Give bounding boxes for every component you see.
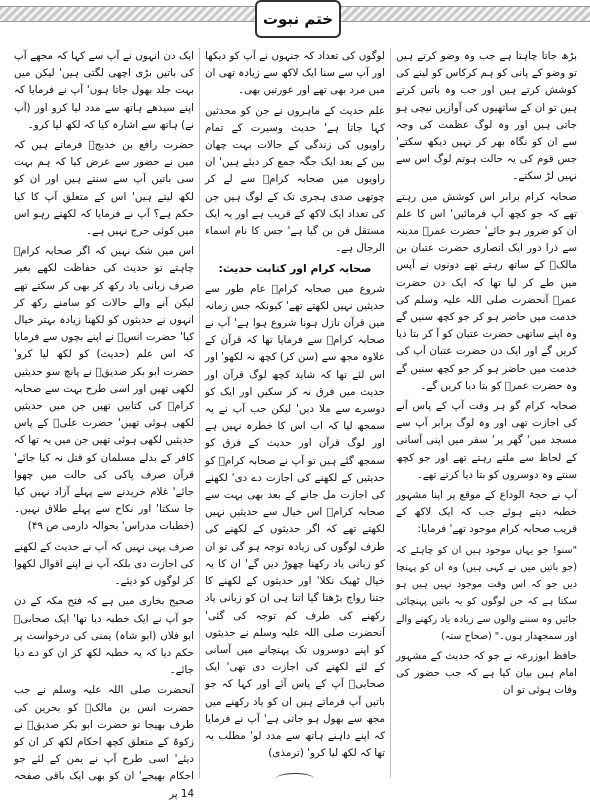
paragraph: ایک دن انہوں نے آپ سے کہا کہ مجھے آپ کی باتیں بڑی اچھی لگتی ہیں' لیکن میں بہت جلد بھول جاتا ہوں' آپ نے فرمایا کہ اپنے سیدھے ہاتھ سے مدد لیا کرو اور (آپ نے) ہاتھ سے اشارہ کیا کہ لکھ لیا کرو۔ <box>14 50 194 131</box>
paragraph: شروع میں صحابہ کرامؓ عام طور سے حدیثیں نہیں لکھتے تھے' کیونکہ جس زمانہ میں قرآن نازل ہونا شروع ہوا ہے' آپ نے صحابہ کرامؓ سے فرمایا تھا کہ قرآن کے علاوہ مجھ سے (سن کر) کچھ نہ لکھو' اور اس لئے تھا کہ شاید کچھ لوگ قرآن اور حدیث میں فرق نہ کر سکیں اور ایک کو دوسرے سے ملا دیں' لیکن جب آپ نے یہ سمجھ لیا کہ اب اس کا خطرہ نہیں ہے اور لوگ قرآن اور حدیث کے فرق کو سمجھ گئے ہیں تو آپ نے صحابہ کرامؓ کو حدیثیں کے لکھنے کی اجازت دے دی' لکھنے کی اجازت مل جانے کے بعد بھی بہت سے صحابہ کرامؓ اس خیال سے حدیثیں نہیں لکھتے تھے کہ اگر حدیثوں کے لکھنے کی طرف لوگوں کی زیادہ توجہ ہو گی تو ان کو زبانی یاد رکھنا چھوڑ دیں گے' ان کا یہ خیال ٹھیک نکلا' اور حدیثوں کے لکھنے کا جتنا رواج بڑھتا گیا اتنا ہی ان کو زبانی یاد رکھنے کی طرف کم توجہ کی گئی' آنحضرت صلی اللہ علیہ وسلم نے حدیثوں کو اپنے دوسروں تک پہنچانے میں آسانی کے لئے لکھنے کی اجازت دی تھی' ایک صحابیؓ آپ کے پاس آئے اور کہا کہ جو باتیں آپ فرماتے ہیں ان کو یاد رکھنے میں مجھ سے بھول ہو جاتی ہے' آپ نے فرمایا کہ اپنے داہنے ہاتھ سے مدد لو' مطلب یہ تھا کہ لکھ لیا کرو' (ترمذی) <box>205 282 385 760</box>
paragraph: علم حدیث کے ماہروں نے جن کو محدثین کہا جاتا ہے' حدیث وسیرت کے تمام راویوں کی زندگی کے حالات بہت چھان بین کے بعد ایک جگہ جمع کر دیئے ہیں' ان راویوں میں صحابہ کرامؓ سے لے کر چوتھی صدی ہجری تک کے لوگ ہیں جن کی تعداد ایک لاکھ کے قریب ہے اور یہ ایک مستقل فن بن گیا ہے' جس کا نام اسماء الرجال ہے۔ <box>205 104 385 255</box>
paragraph: لوگوں کی تعداد کہ جنہوں نے آپ کو دیکھا اور آپ سے سنا ایک لاکھ سے زیادہ تھی ان میں مرد بھی تھے اور عورتیں بھی۔ <box>205 50 385 97</box>
column-middle <box>200 48 391 778</box>
paragraph: صحیح بخاری میں ہے کہ فتح مکہ کے دن جو آپ نے ایک خطبہ دیا تھا' ایک صحابیؓ ابو فلاں (ابو شاہ) یمنی کی درخواست پر حکم دیا کہ یہ خطبہ لکھ کر ان کو دے دیا جائے۔ <box>14 595 194 677</box>
paragraph: آپ نے حجۃ الوداع کے موقع پر اپنا مشہور خطبہ دیتے ہوئے جب کہ ایک لاکھ کے قریب صحابہ کرام موجود تھے' فرمایا: <box>396 489 577 536</box>
section-heading: صحابہ کرام اور کتابت حدیث: <box>218 262 372 276</box>
column-right <box>391 48 582 778</box>
paragraph: صحابہ کرام برابر اس کوشش میں رہتے تھے کہ جو کچھ آپ فرمائیں' اس کا علم ان کو ضرور ہو جائے' حضرت عمرؓ مدینہ سے ذرا دور ایک انصاری حضرت عتبان بن مالکؓ کے ساتھ رہتے تھے دونوں نے آپس میں طے کر لیا تھا کہ ایک دن حضرت عمرؓ آنحضرت صلی اللہ علیہ وسلم کی خدمت میں حاضر ہو کر جو کچھ سنیں گے وہ اپنے ساتھی حضرت عتبان کو آ کر بتا دیا کریں گے اور ایک دن حضرت عتبان آپ کی خدمت میں حاضر ہو کر جو کچھ سنیں گے وہ حضرت عمرؓ کو بتا دیا کریں گے۔ <box>396 190 577 392</box>
article-columns <box>8 48 582 800</box>
magazine-title-badge: ختم نبوت <box>255 0 341 38</box>
paragraph: آنحضرت صلی اللہ علیہ وسلم نے جب حضرت انس بن مالکؓ کو بحرین کی طرف بھیجا تو حضرت ابو بکر صدیقؓ نے زکوۃ کے متعلق کچھ احکام لکھ کر ان کو دیئے' اسی طرح آپ نے یمن کے لئے جو احکام بھیجے' ان کو بھی ایک باقی صفحہ 14 پر <box>14 684 194 800</box>
column-left <box>9 48 200 800</box>
paragraph: حضرت رافع بن خدیجؓ فرماتے ہیں کہ میں نے حضور سے عرض کیا کہ ہم بہت سی باتیں آپ سے سنتے ہیں اور ان کو لکھ لیتے ہیں' اس کے متعلق آپ کا کیا حکم ہے؟ آپ نے فرمایا کہ لکھتے رہو اس میں کوئی حرج نہیں ہے۔ <box>14 139 194 238</box>
paragraph: اس میں شک نہیں کہ اگر صحابہ کرامؓ چاہتے تو حدیث کی حفاظت لکھے بغیر صرف زبانی یاد رکھ کر بھی کر سکتے تھے لیکن آنے والے حالات کو سامنے رکھ کر انہوں نے حدیثوں کو لکھنا زیادہ بہتر خیال کیا' حضرت انسؓ نے اپنے بچوں سے فرمایا کہ اس علم (حدیث) کو لکھ لیا کرو' حضرت ابو بکر صدیقؓ نے پانچ سو حدیثیں لکھی تھیں اور اسی طرح بہت سے صحابہ کرامؓ کی کتابیں تھیں جن میں حدیثیں لکھی ہوئی تھیں' حضرت علیؓ کے پاس حدیثیں لکھی ہوئی تھیں جن میں یہ تھا کہ کافر کے بدلے مسلمان کو قتل نہ کیا جائے' قرآن صرف پاکی کی حالت میں چھوا جائے' غلام خریدنے سے پہلے آزاد نہیں کیا جا سکتا' اور نکاح سے پہلے طلاق نہیں۔ (خطبات مدراس' بحوالہ دارمی ص ۴۹) <box>14 245 194 533</box>
page-header <box>0 0 590 42</box>
paragraph: صرف یہی نہیں کہ آپ نے حدیث کے لکھنے کی اجازت دی بلکہ آپ نے اپنے اقوال لکھوا کر لوگوں کو دیئے۔ <box>14 540 194 588</box>
paragraph: حافظ ابوزرعہ نے جو کہ حدیث کے مشہور امام ہیں بیان کیا ہے کہ جب حضور کی وفات ہوئی تو ان <box>396 649 577 697</box>
page-number-ornament <box>276 773 314 784</box>
paragraph: بڑھ جاتا چاہتا ہے جب وہ وضو کرتے ہیں تو وضو کے پانی کو ہم کرکاس کو لینے کی کوشش کرتے ہیں اور جب وہ باتیں کرتے ہیں تو ان کے ساتھیوں کی آوازیں نیچی ہو جاتی ہیں اور وہ لوگ عظمت کی وجہ سے ان کو نگاہ بھر کر نہیں دیکھ سکتے' جس قوم کی یہ حالت ہوتم لوگ اس سے نہیں لڑ سکتے۔ <box>396 50 577 183</box>
paragraph: صحابہ کرام گو ہر وقت آپ کے پاس آنے کی اجازت تھی اور وہ لوگ برابر آپ سے مسجد میں' گھر پر' سفر میں اپنی آسانی کے لحاظ سے ملتے رہتے تھے اور جو کچھ سنتے وہ دوسروں کو بتا دیا کرتے تھے۔ <box>396 400 577 481</box>
hadith-quote: "سنو! جو یہاں موجود ہیں ان کو چاہئے کہ (جو باتیں میں نے کہی ہیں) وہ ان کو پہنچا دیں جو کہ اس وقت موجود نہیں ہیں ہو سکتا ہے کہ جن لوگوں کو یہ باتیں پہنچائی جائیں وہ سننے والوں سے زیادہ یاد رکھنے والے اور سمجھدار ہوں۔" (صحاح ستہ) <box>396 544 577 642</box>
